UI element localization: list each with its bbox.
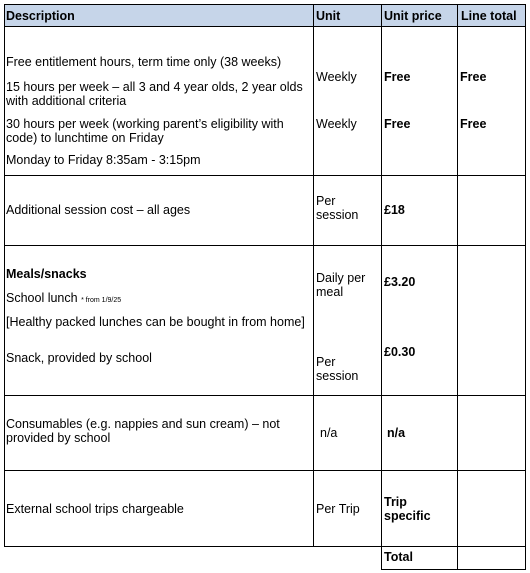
total-label: Total — [384, 550, 413, 564]
consumables-price: n/a — [387, 426, 406, 440]
consumables-unit: n/a — [320, 426, 338, 440]
trips-description: External school trips chargeable — [6, 502, 184, 516]
grid-line — [4, 470, 526, 471]
header-line-total: Line total — [461, 9, 517, 23]
grid-line — [4, 26, 526, 27]
grid-line — [4, 245, 526, 246]
grid-line — [4, 546, 526, 547]
entitlement-unit-1: Weekly — [316, 70, 357, 84]
additional-price: £18 — [384, 203, 405, 217]
meals-unit-2: Per session — [316, 355, 359, 383]
trips-price: Trip specific — [384, 495, 431, 523]
header-row — [4, 4, 526, 26]
grid-line — [313, 4, 314, 547]
trips-unit: Per Trip — [316, 502, 360, 516]
meals-lunch — [6, 291, 121, 308]
meals-price-1: £3.20 — [384, 275, 416, 289]
grid-line — [4, 4, 5, 547]
meals-lunch-note: * from 1/9/25 — [81, 297, 122, 304]
entitlement-total-2: Free — [460, 117, 487, 131]
grid-line — [4, 395, 526, 396]
meals-title: Meals/snacks — [6, 267, 87, 281]
entitlement-15-hours: 15 hours per week – all 3 and 4 year olds, 2 year olds with additional criteria — [6, 80, 303, 108]
entitlement-title: Free entitlement hours, term time only (38 weeks) — [6, 55, 282, 69]
header-description: Description — [6, 9, 75, 23]
additional-description: Additional session cost – all ages — [6, 203, 191, 217]
consumables-description: Consumables (e.g. nappies and sun cream) – not provided by school — [6, 417, 280, 445]
meals-unit-1: Daily per meal — [316, 271, 366, 299]
grid-line — [4, 4, 526, 5]
grid-line — [381, 569, 526, 570]
grid-line — [4, 175, 526, 176]
meals-snack: Snack, provided by school — [6, 351, 152, 365]
header-unit-price: Unit price — [384, 9, 442, 23]
entitlement-30-hours: 30 hours per week (working parent’s eligibility with code) to lunchtime on Friday — [6, 117, 284, 145]
entitlement-total-1: Free — [460, 70, 487, 84]
entitlement-times: Monday to Friday 8:35am - 3:15pm — [6, 153, 201, 167]
additional-unit: Per session — [316, 194, 359, 222]
entitlement-unit-2: Weekly — [316, 117, 357, 131]
meals-lunch-label: School lunch — [6, 291, 78, 305]
grid-line — [525, 4, 526, 570]
meals-packed: [Healthy packed lunches can be bought in from home] — [6, 315, 305, 329]
grid-line — [381, 4, 382, 570]
grid-line — [457, 4, 458, 570]
meals-price-2: £0.30 — [384, 345, 416, 359]
entitlement-price-2: Free — [384, 117, 411, 131]
entitlement-price-1: Free — [384, 70, 411, 84]
header-unit: Unit — [316, 9, 341, 23]
